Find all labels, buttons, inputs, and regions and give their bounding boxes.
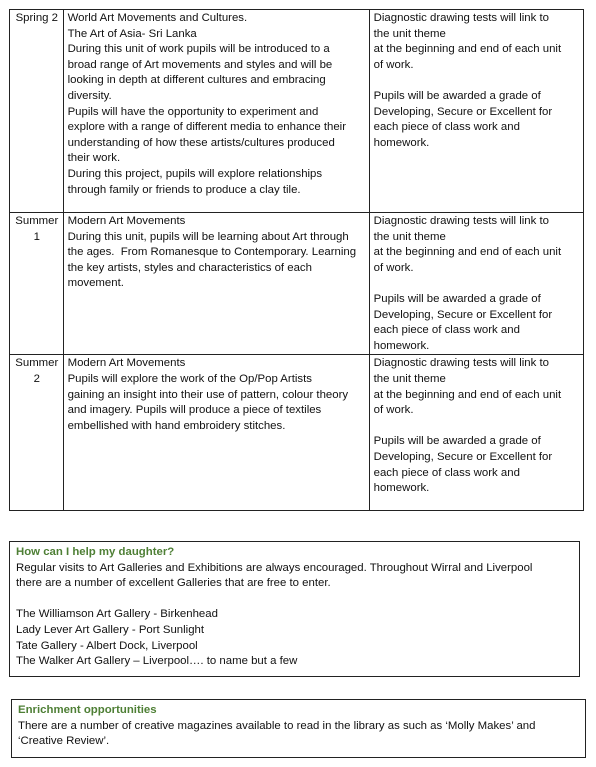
- assessment-line: of work.: [373, 58, 414, 71]
- content-line: the ages. From Romanesque to Contemporary. Learning: [67, 246, 357, 259]
- term-cell: [10, 10, 64, 213]
- assessment-line: the unit theme: [373, 27, 446, 40]
- assessment-line: Pupils will be awarded a grade of: [373, 292, 541, 305]
- assessment-cell: [369, 355, 583, 511]
- content-line: diversity.: [67, 89, 112, 102]
- content-line: understanding of how these artists/cultures produced: [67, 136, 335, 149]
- assessment-cell: [369, 213, 583, 355]
- spacer: [374, 276, 580, 292]
- term-label: Spring 2: [15, 12, 58, 24]
- assessment-line: of work.: [373, 404, 414, 417]
- table-row: [10, 213, 584, 355]
- assessment-line: homework.: [373, 136, 430, 149]
- content-line: broad range of Art movements and styles and will be: [67, 58, 333, 71]
- enrichment-box: [11, 699, 586, 758]
- assessment-line: the unit theme: [373, 230, 446, 243]
- assessment-line: Developing, Secure or Excellent for: [373, 450, 553, 463]
- content-line: their work.: [67, 152, 121, 165]
- term-label: Summer: [15, 357, 59, 370]
- assessment-line: at the beginning and end of each unit: [373, 246, 562, 259]
- content-line: gaining an insight into their use of pattern, colour theory: [67, 388, 349, 401]
- content-cell: [63, 213, 369, 355]
- assessment-line: at the beginning and end of each unit: [373, 43, 562, 56]
- spacer: [374, 73, 580, 89]
- help-line: Regular visits to Art Galleries and Exhibitions are always encouraged. Throughout Wirral and Liverpool: [16, 561, 533, 574]
- spacer: [16, 592, 573, 608]
- curriculum-table: [9, 9, 584, 511]
- assessment-line: each piece of class work and: [373, 121, 520, 134]
- gallery-item: The Williamson Art Gallery - Birkenhead: [16, 608, 218, 621]
- assessment-line: Pupils will be awarded a grade of: [373, 435, 541, 448]
- gallery-item: The Walker Art Gallery – Liverpool…. to name but a few: [16, 655, 298, 668]
- term-cell: [10, 355, 64, 511]
- content-line: Pupils will explore the work of the Op/Pop Artists: [67, 372, 312, 385]
- content-line: embellished with hand embroidery stitches.: [67, 419, 286, 432]
- assessment-line: Developing, Secure or Excellent for: [373, 308, 553, 321]
- unit-subtitle: The Art of Asia- Sri Lanka: [67, 27, 197, 40]
- help-box-title: How can I help my daughter?: [16, 546, 175, 558]
- table-row: [10, 355, 584, 511]
- content-line: During this unit of work pupils will be introduced to a: [67, 43, 330, 56]
- content-line: and imagery. Pupils will produce a piece of textiles: [67, 404, 322, 417]
- assessment-line: Pupils will be awarded a grade of: [373, 89, 541, 102]
- term-label: Summer: [15, 215, 59, 227]
- assessment-line: Developing, Secure or Excellent for: [373, 105, 553, 118]
- term-number: 2: [33, 372, 40, 385]
- spacer: [374, 419, 580, 435]
- content-line: the key artists, styles and characteristics of each: [67, 261, 312, 274]
- gallery-item: Lady Lever Art Gallery - Port Sunlight: [16, 623, 205, 636]
- content-line: During this project, pupils will explore relationships: [67, 167, 323, 180]
- gallery-item: Tate Gallery - Albert Dock, Liverpool: [16, 639, 198, 652]
- assessment-line: each piece of class work and: [373, 324, 520, 337]
- unit-title: Modern Art Movements: [67, 357, 186, 370]
- help-line: there are a number of excellent Galleries that are free to enter.: [16, 577, 331, 590]
- assessment-line: Diagnostic drawing tests will link to: [373, 215, 549, 227]
- content-cell: [63, 355, 369, 511]
- unit-title: World Art Movements and Cultures.: [67, 12, 248, 24]
- content-line: During this unit, pupils will be learning about Art through: [67, 230, 349, 243]
- assessment-line: Diagnostic drawing tests will link to: [373, 12, 549, 24]
- enrichment-line: ‘Creative Review’.: [18, 735, 110, 748]
- table-row: [10, 10, 584, 213]
- content-line: Pupils will have the opportunity to experiment and: [67, 105, 319, 118]
- enrichment-box-title: Enrichment opportunities: [18, 704, 157, 716]
- assessment-line: at the beginning and end of each unit: [373, 388, 562, 401]
- unit-title: Modern Art Movements: [67, 215, 186, 227]
- assessment-line: of work.: [373, 261, 414, 274]
- assessment-line: each piece of class work and: [373, 466, 520, 479]
- term-number: 1: [33, 230, 40, 243]
- help-box: [9, 541, 580, 677]
- content-cell: [63, 10, 369, 213]
- content-line: explore with a range of different media to enhance their: [67, 121, 346, 134]
- enrichment-line: There are a number of creative magazines available to read in the library as such as ‘Molly Makes’ and: [18, 719, 536, 732]
- assessment-line: Diagnostic drawing tests will link to: [373, 357, 549, 370]
- content-line: movement.: [67, 277, 124, 290]
- assessment-line: homework.: [373, 339, 430, 352]
- assessment-cell: [369, 10, 583, 213]
- content-line: looking in depth at different cultures and embracing: [67, 74, 326, 87]
- content-line: through family or friends to produce a clay tile.: [67, 183, 301, 196]
- assessment-line: the unit theme: [373, 372, 446, 385]
- assessment-line: homework.: [373, 482, 430, 495]
- term-cell: [10, 213, 64, 355]
